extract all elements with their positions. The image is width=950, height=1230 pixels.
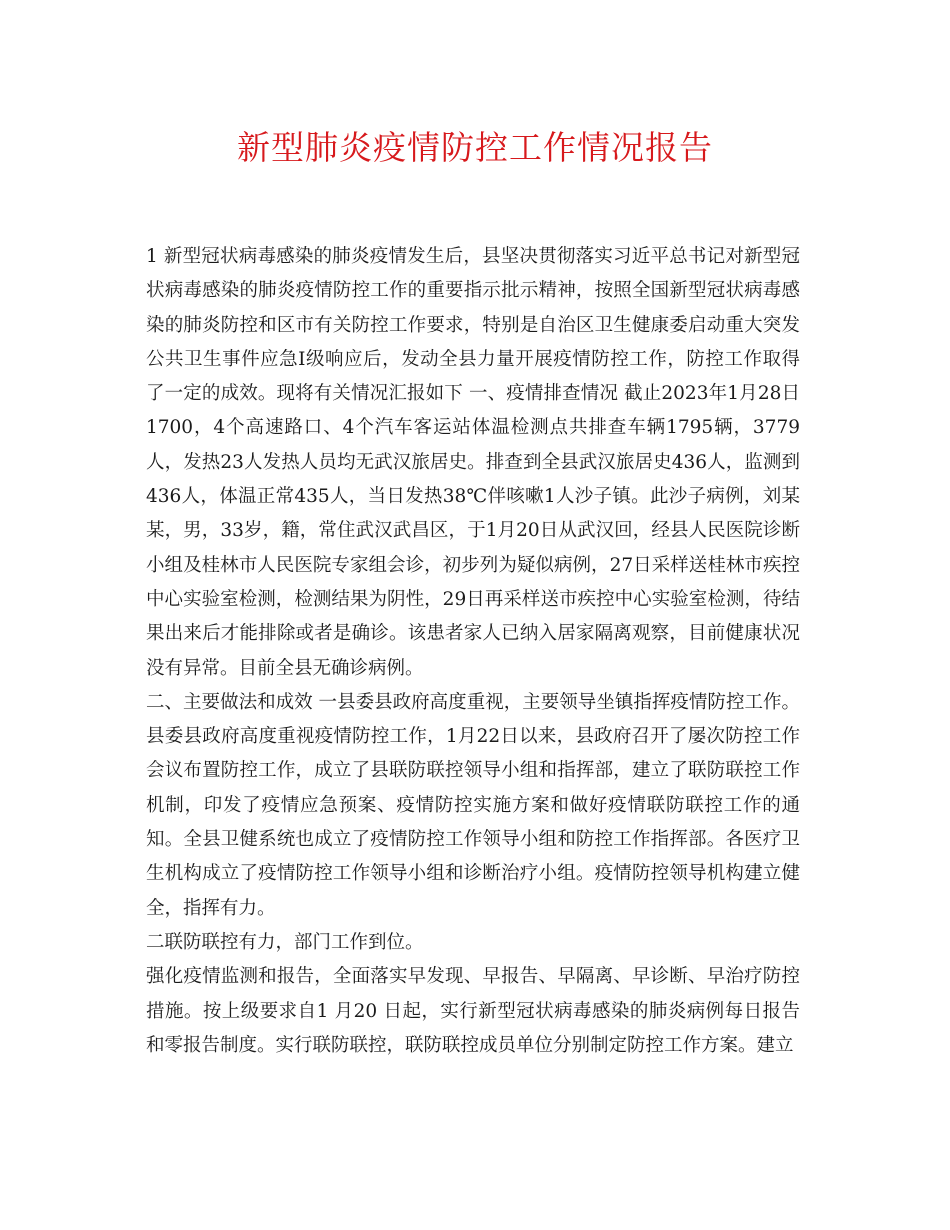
paragraph-epidemic-status: 1 新型冠状病毒感染的肺炎疫情发生后，县坚决贯彻落实习近平总书记对新型冠状病毒感染的肺炎疫情防控工作的重要指示批示精神，按照全国新型冠状病毒感染的肺炎防控和区市有关防控工作要求，特别是自治区卫生健康委启动重大突发公共卫生事件应急Ⅰ级响应后，发动全县力量开展疫情防控工作，防控工作取得了一定的成效。现将有关情况汇报如下 一、疫情排查情况 截止2023年1月28日1700，4个高速路口、4个汽车客运站体温检测点共排查车辆1795辆，3779人，发热23人发热人员均无武汉旅居史。排查到全县武汉旅居史436人，监测到436人，体温正常435人，当日发热38℃伴咳嗽1人沙子镇。此沙子病例，刘某某，男，33岁，籍，常住武汉武昌区，于1月20日从武汉回，经县人民医院诊断小组及桂林市人民医院专家组会诊，初步列为疑似病例，27日采样送桂林市疾控中心实验室检测，检测结果为阴性，29日再采样送市疾控中心实验室检测，待结果出来后才能排除或者是确诊。该患者家人已纳入居家隔离观察，目前健康状况没有异常。目前全县无确诊病例。 bbox=[146, 246, 800, 679]
document-body bbox=[146, 240, 800, 1063]
paragraph-joint-control-heading: 二联防联控有力，部门工作到位。 bbox=[146, 931, 424, 953]
paragraph-monitoring-reporting: 强化疫情监测和报告，全面落实早发现、早报告、早隔离、早诊断、早治疗防控措施。按上级要求自1 月20 日起，实行新型冠状病毒感染的肺炎病例每日报告和零报告制度。实行联防联控，联防联控成员单位分别制定防控工作方案。建立 bbox=[146, 966, 800, 1056]
document-title: 新型肺炎疫情防控工作情况报告 bbox=[237, 128, 713, 167]
paragraph-main-measures: 二、主要做法和成效 一县委县政府高度重视，主要领导坐镇指挥疫情防控工作。县委县政府高度重视疫情防控工作，1月22日以来，县政府召开了屡次防控工作会议布置防控工作，成立了县联防联控领导小组和指挥部，建立了联防联控工作机制，印发了疫情应急预案、疫情防控实施方案和做好疫情联防联控工作的通知。全县卫健系统也成立了疫情防控工作领导小组和防控工作指挥部。各医疗卫生机构成立了疫情防控工作领导小组和诊断治疗小组。疫情防控领导机构建立健全，指挥有力。 bbox=[146, 691, 800, 919]
